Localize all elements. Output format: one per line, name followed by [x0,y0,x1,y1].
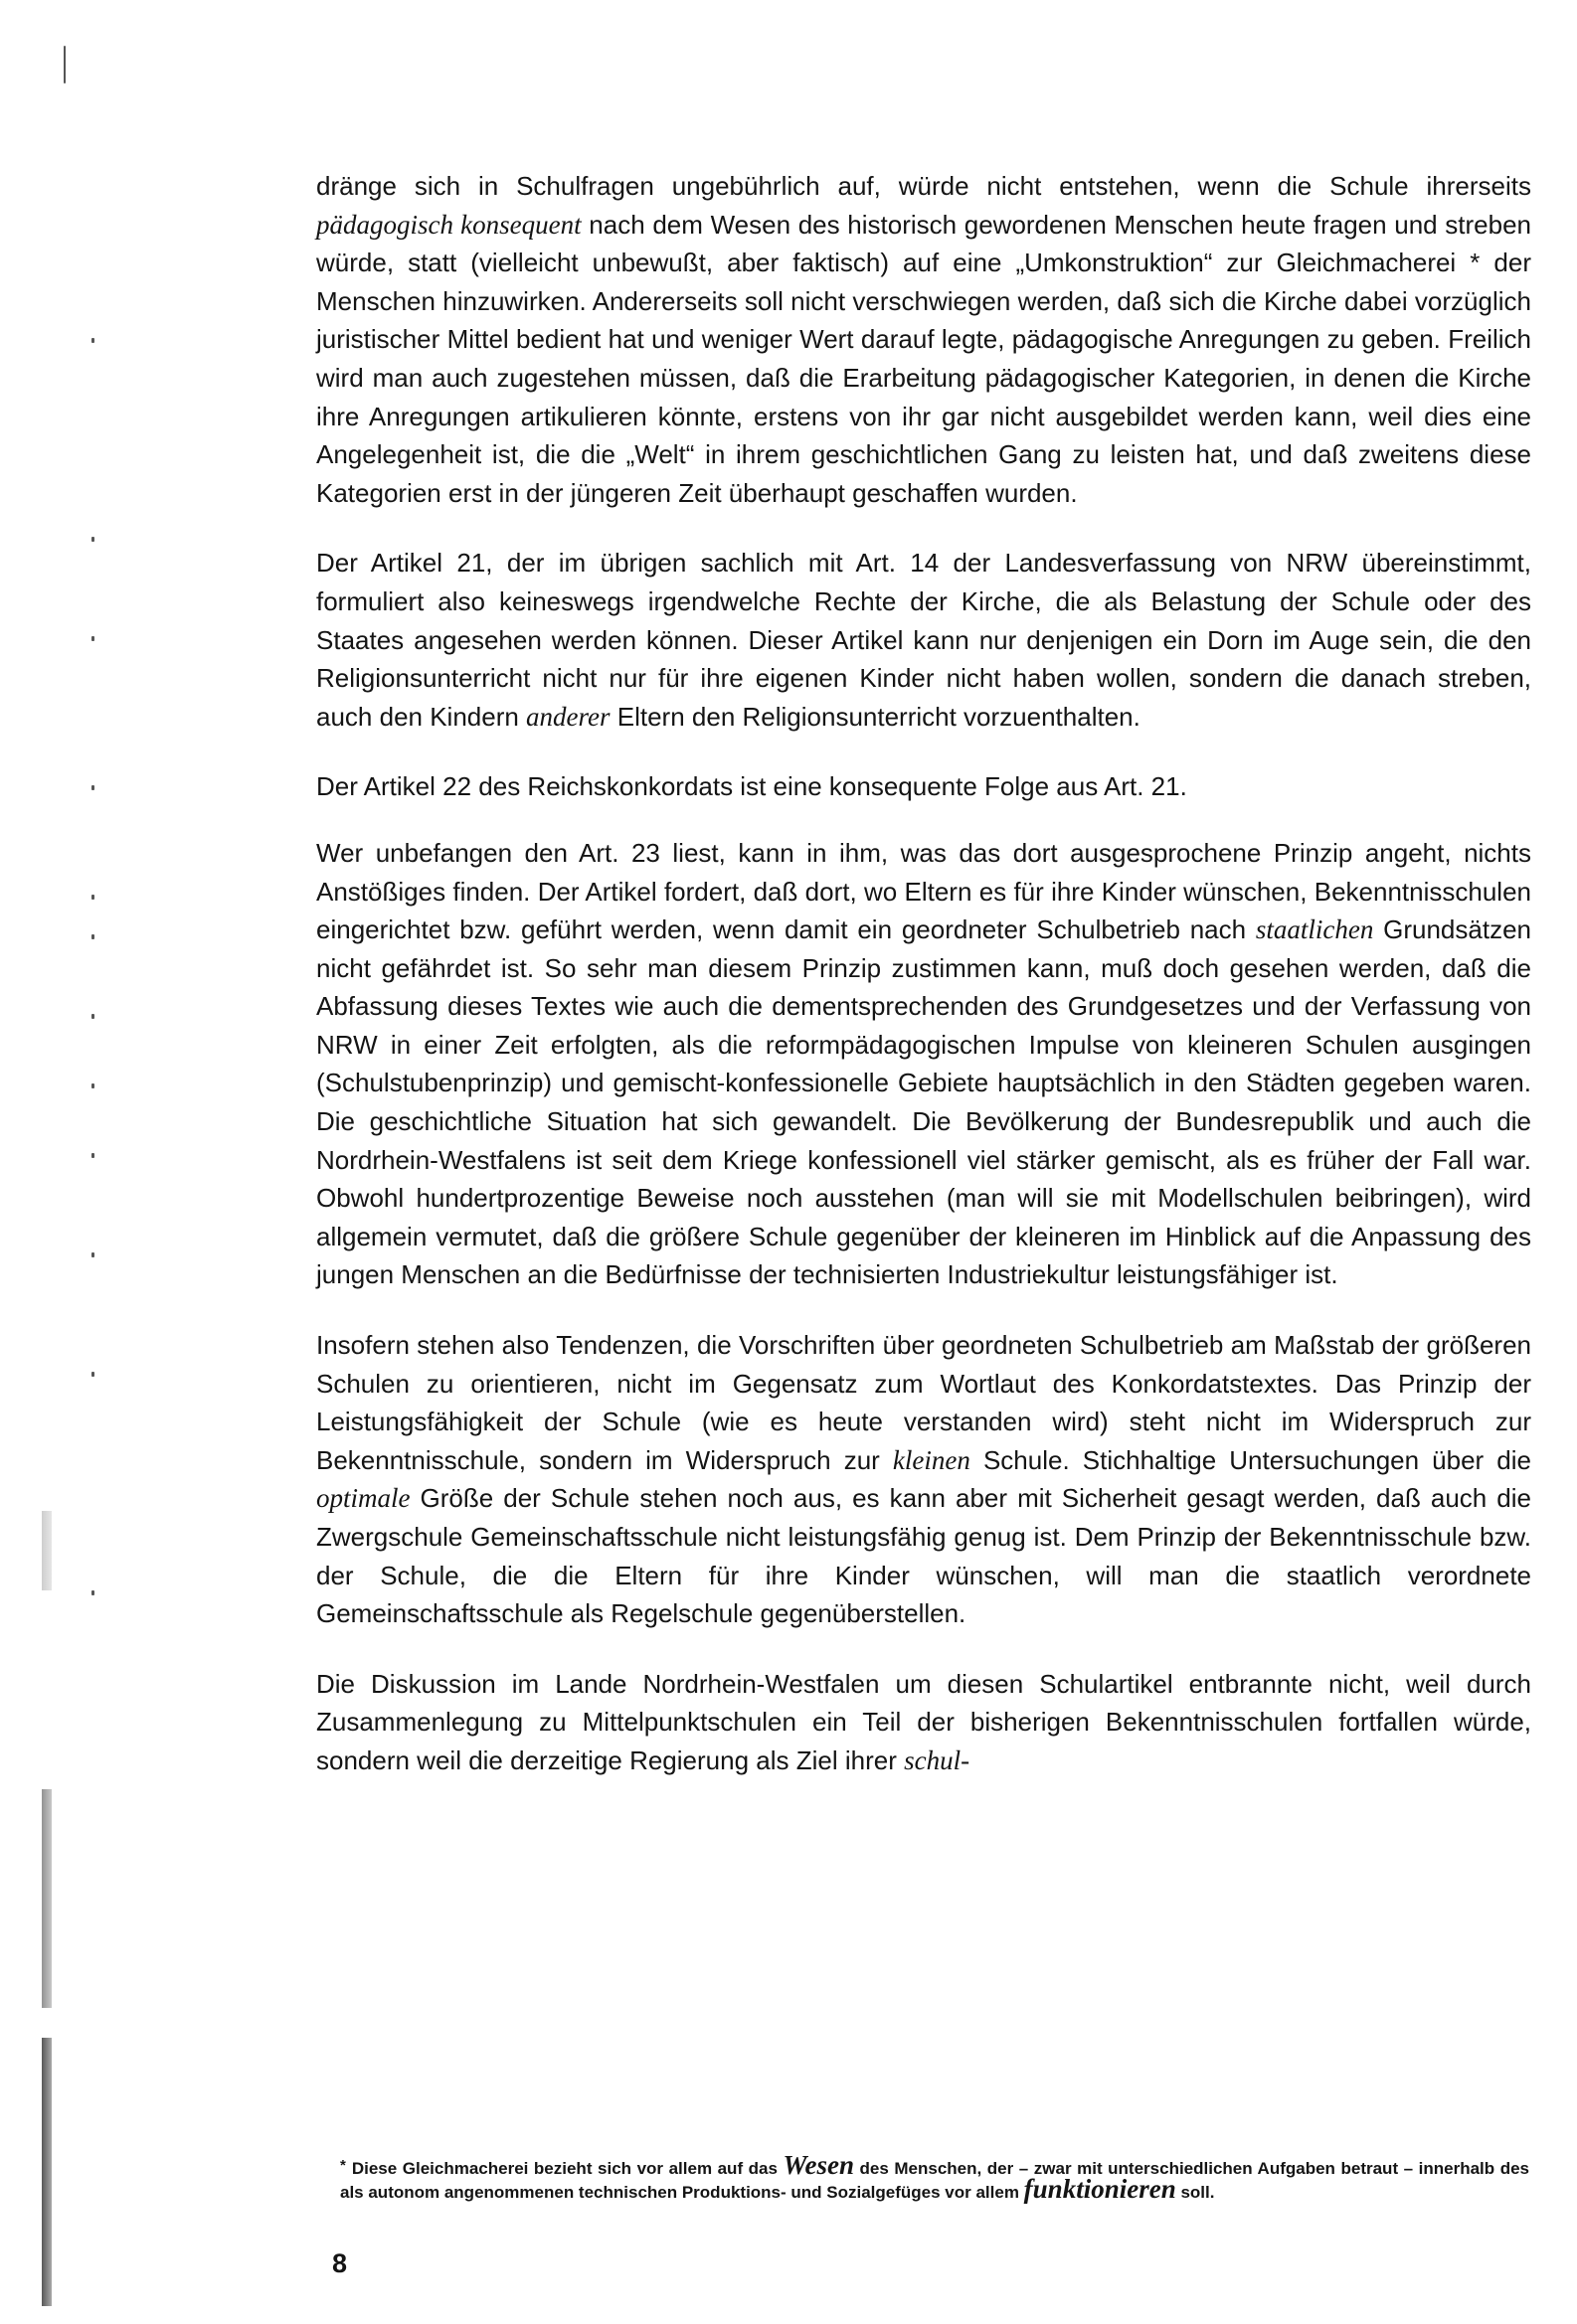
emphasized-text: kleinen [892,1444,970,1475]
text-run: Schule. Stichhaltige Untersuchungen über die [969,1444,1531,1475]
emphasized-text: pädagogisch konsequent [316,209,582,240]
emphasized-text: schul- [904,1744,970,1775]
emphasized-text: anderer [526,701,611,732]
footnote [340,2150,1529,2204]
main-text [316,167,1531,1812]
text-run: Größe der Schule stehen noch aus, es kann aber mit Sicherheit gesagt werden, daß auch die Zwergschule Gemeinschaftsschule nicht leistungsfähig genug ist. Dem Prinzip der Bekenntnisschule bzw. der Schule, die die Eltern für ihre Kinder wünschen, will man die staatlich verordnete Gemeinschaftsschule als Regelschule gegenüberstellen. [316,1483,1531,1629]
scan-edge-artifact [40,40,58,2316]
paragraph [316,767,1531,806]
text-run: Insofern stehen also Tendenzen, die Vorschriften über geordneten Schulbetrieb am Maßstab der größeren Schulen zu orientieren, nicht im Gegensatz zum Wortlaut des Konkordatstextes. Das Prinzip der Leistungsfähigkeit der Schule (wie es heute verstanden wird) steht nicht im Widerspruch zur Bekenntnisschule, sondern im Widerspruch zur [316,1330,1531,1475]
footnote-marker: * [340,2157,346,2174]
text-run: dränge sich in Schulfragen ungebührlich auf, würde nicht entstehen, wenn die Schule ihrerseits [316,171,1531,201]
emphasized-text: funktionieren [1023,2174,1176,2204]
emphasized-text: optimale [316,1483,411,1514]
text-run: Grundsätzen nicht gefährdet ist. So sehr man diesem Prinzip zustimmen kann, muß doch gesehen werden, daß die Abfassung dieses Textes wie auch die dementsprechenden des Grundgesetzes und der Verfassung von NRW in einer Zeit erfolgten, als die reformpädagogischen Impulse von kleineren Schulen ausgingen (Schulstubenprinzip) und gemischt-konfessionelle Gebiete hauptsächlich in den Städten gegeben waren. Die geschichtliche Situation hat sich gewandelt. Die Bevölkerung der Bundesrepublik und auch die Nordrhein-Westfalens ist seit dem Kriege konfessionell viel stärker gemischt, als es früher der Fall war. Obwohl hundertprozentige Beweise noch ausstehen (man will sie mit Modellschulen beibringen), wird allgemein vermutet, daß die größere Schule gegenüber der kleineren im Hinblick auf die Anpassung des jungen Menschen an die Bedürfnisse der technisierten Industriekultur leistungsfähiger ist. [316,914,1531,1290]
text-run: Der Artikel 21, der im übrigen sachlich mit Art. 14 der Landesverfassung von NRW übereinstimmt, formuliert also keineswegs irgendwelche Rechte der Kirche, die als Belastung der Schule oder des Staates angesehen werden können. Dieser Artikel kann nur denjenigen ein Dorn im Auge sein, die den Religionsunterricht nicht nur für ihre eigenen Kinder nicht haben wollen, sondern die danach streben, auch den Kindern [316,548,1531,732]
text-run: soll. [1175,2183,1215,2202]
page-number: 8 [332,2248,348,2278]
footnote-text [340,2150,1529,2204]
emphasized-text: Wesen [783,2150,854,2180]
paragraph [316,834,1531,1294]
text-run: nach dem Wesen des historisch gewordenen Menschen heute fragen und streben würde, statt (vielleicht unbewußt, aber faktisch) auf eine „Umkonstruktion“ zur Gleichmacherei * der Menschen hinzuwirken. Andererseits soll nicht verschwiegen werden, daß sich die Kirche dabei vorzüglich juristischer Mittel bedient hat und weniger Wert darauf legte, pädagogische Anregungen zu geben. Freilich wird man auch zugestehen müssen, daß die Erarbeitung pädagogischer Kategorien, in denen die Kirche ihre Anregungen artikulieren könnte, erstens von ihr gar nicht ausgebildet werden kann, weil dies eine Angelegenheit ist, die die „Welt“ in ihrem geschichtlichen Gang zu leisten hat, und daß zweitens diese Kategorien erst in der jüngeren Zeit überhaupt geschaffen wurden. [316,209,1532,508]
text-run: des Menschen, der – zwar mit unterschiedlichen Aufgaben betraut – innerhalb des als autonom angenommenen technischen Produktions- und Sozialgefüges vor allem [340,2159,1529,2202]
text-run: Der Artikel 22 des Reichskonkordats ist eine konsequente Folge aus Art. 21. [316,771,1187,802]
paragraph [316,1326,1531,1633]
text-run: Wer unbefangen den Art. 23 liest, kann in ihm, was das dort ausgesprochene Prinzip angeht, nichts Anstößiges finden. Der Artikel fordert, daß dort, wo Eltern es für ihre Kinder wünschen, Bekenntnisschulen eingerichtet bzw. geführt werden, wenn damit ein geordneter Schulbetrieb nach [316,837,1531,945]
emphasized-text: staatlichen [1255,914,1374,945]
text-run: Eltern den Religionsunterricht vorzuenthalten. [610,701,1140,732]
text-run: Die Diskussion im Lande Nordrhein-Westfalen um diesen Schulartikel entbrannte nicht, weil durch Zusammenlegung zu Mittelpunktschulen ein Teil der bisherigen Bekenntnisschulen fortfallen würde, sondern weil die derzeitige Regierung als Ziel ihrer [316,1668,1531,1775]
paragraph [316,544,1531,736]
text-run: Diese Gleichmacherei bezieht sich vor allem auf das [351,2159,784,2178]
paragraph [316,1665,1531,1780]
paragraph [316,167,1531,512]
